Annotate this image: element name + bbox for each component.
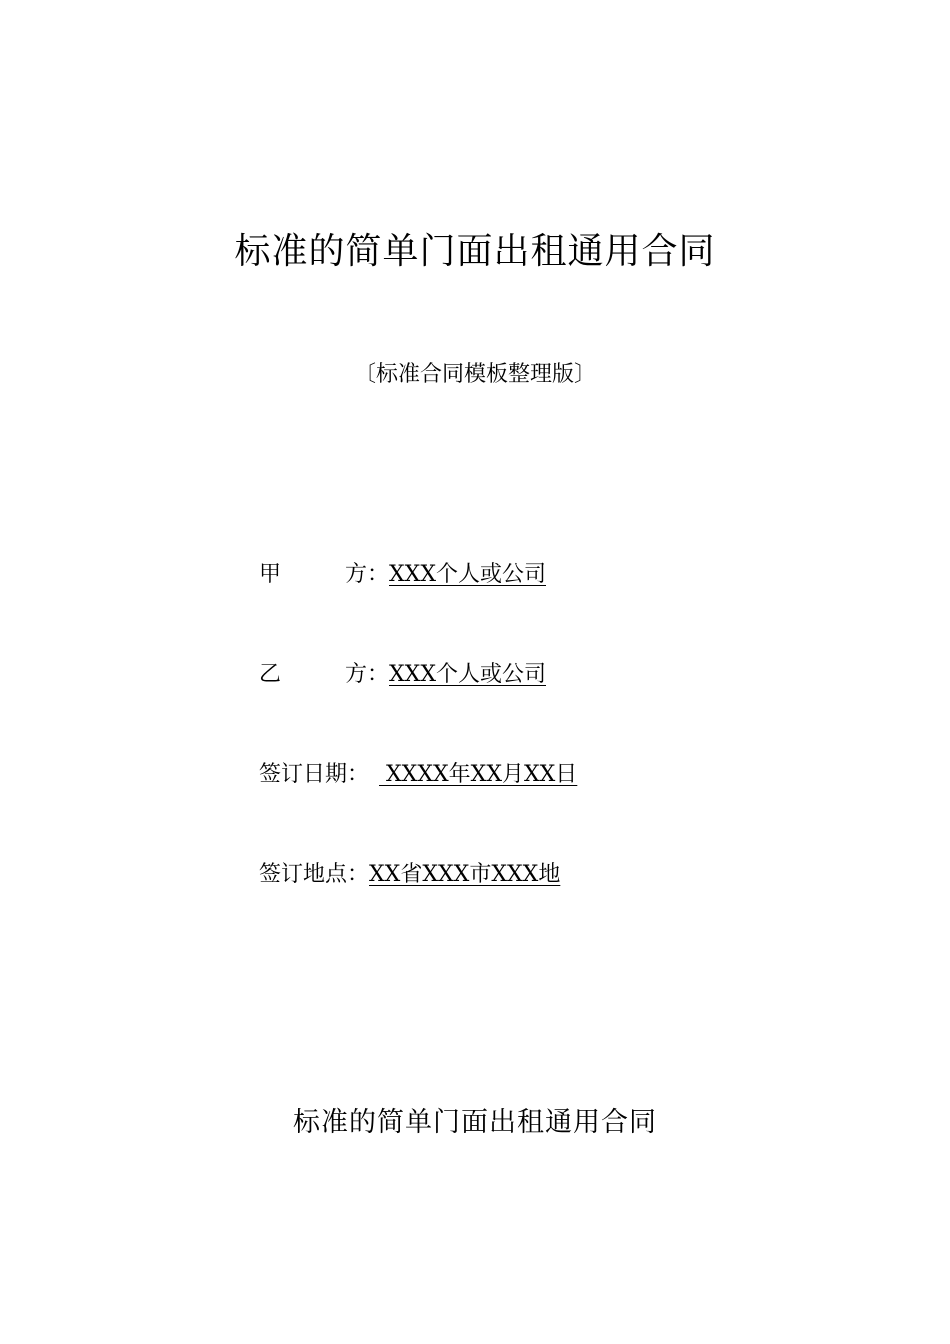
party-a-field (259, 560, 600, 590)
signing-date-value (369, 760, 605, 790)
party-a-value-text: XXX个人或公司 (389, 562, 546, 587)
party-b-value (389, 660, 600, 690)
party-b-label (259, 660, 389, 690)
party-b-field (259, 660, 600, 690)
party-a-label-suffix: 方： (344, 562, 389, 587)
signing-date-field (259, 760, 605, 790)
signing-place-value (369, 860, 574, 890)
signing-place-field (259, 860, 574, 890)
signing-date-value-text: XXXX年XX月XX日 (379, 762, 578, 787)
signing-place-label: 签订地点： (259, 862, 370, 887)
party-a-label (259, 560, 389, 590)
party-a-label-char: 甲 (259, 562, 282, 587)
document-subtitle: 〔标准合同模板整理版〕 (353, 362, 596, 387)
signing-date-label: 签订日期： (259, 762, 370, 787)
signing-place-value-text: XX省XXX市XXX地 (369, 862, 561, 887)
body-title: 标准的简单门面出租通用合同 (293, 1107, 657, 1138)
document-title: 标准的简单门面出租通用合同 (234, 231, 716, 272)
party-b-value-text: XXX个人或公司 (389, 662, 546, 687)
party-b-label-suffix: 方： (344, 662, 389, 687)
party-b-label-char: 乙 (259, 662, 282, 687)
party-a-value (389, 560, 600, 590)
